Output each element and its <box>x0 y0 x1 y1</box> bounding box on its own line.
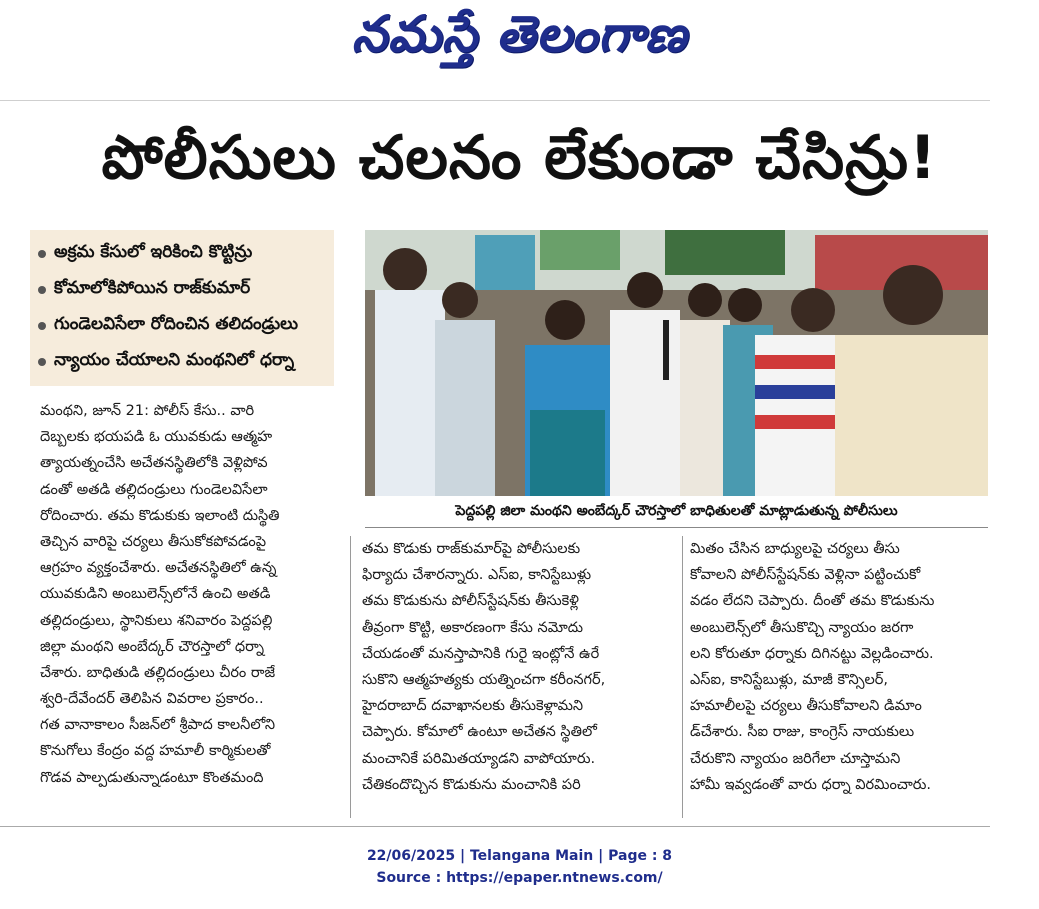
text-line: చేయడంతో మనస్తాపానికి గురై ఇంట్లోనే ఉరే <box>362 645 600 662</box>
bullet-icon <box>38 286 46 294</box>
text-line: మంథని, జూన్ 21: పోలీస్ కేసు.. వారి <box>40 403 255 419</box>
text-line: రోదించారు. తమ కొడుకుకు ఇలాంటి దుస్థితి <box>40 507 280 524</box>
text-line: దెబ్బలకు భయపడి ఓ యువకుడు ఆత్మహ <box>40 429 273 446</box>
highlight-item: గుండెలవిసేలా రోదించిన తలిదండ్రులు <box>38 308 326 344</box>
text-line: మంచానికే పరిమితయ్యాడని వాపోయారు. <box>362 750 596 767</box>
text-line: డంతో అతడి తల్లిదండ్రులు గుండెలవిసేలా <box>40 481 268 498</box>
column-divider <box>350 536 351 818</box>
text-line: చేరుకొని న్యాయం జరిగేలా చూస్తామని <box>690 750 901 767</box>
text-line: శ్వరి-దేవేందర్ తెలిపిన వివరాల ప్రకారం.. <box>40 691 264 708</box>
text-line: కోవాలని పోలీస్‌స్టేషన్‌కు వెళ్లినా పట్టించుకో <box>690 567 921 584</box>
column-divider <box>682 536 683 818</box>
text-line: హమాలీలపై చర్యలు తీసుకోవాలని డిమాం <box>690 698 922 715</box>
photo-caption: పెద్దపల్లి జిలా మంథని అంబేద్కర్ చౌరస్తాలో బాధితులతో మాట్లాడుతున్న పోలీసులు <box>365 498 988 528</box>
protest-scene-image <box>365 230 988 496</box>
text-line: తమ కొడుకు రాజ్‌కుమార్‌పై పోలీసులకు <box>362 541 581 557</box>
bullet-icon <box>38 358 46 366</box>
masthead <box>0 0 1039 80</box>
highlight-item: న్యాయం చేయాలని మంథనిలో ధర్నా <box>38 344 326 380</box>
bullet-icon <box>38 250 46 258</box>
text-line: తమ కొడుకును పోలీస్‌స్టేషన్‌కు తీసుకెళ్లి <box>362 593 579 610</box>
text-line: ఆగ్రహం వ్యక్తంచేశారు. అచేతనస్థితిలో ఉన్న <box>40 560 277 577</box>
bottom-divider <box>0 826 990 827</box>
news-photo <box>365 230 988 496</box>
text-line: తీవ్రంగా కొట్టి, అకారణంగా కేసు నమోదు <box>362 619 583 636</box>
text-line: మితం చేసిన బాధ్యులపై చర్యలు తీసు <box>690 541 900 557</box>
text-line: తల్లిదండ్రులు, స్థానికులు శనివారం పెద్దపల్లి <box>40 612 273 629</box>
text-line: చేతికందొచ్చిన కొడుకును మంచానికి పరి <box>362 776 581 793</box>
text-line: చెప్పారు. కోమాలో ఉంటూ అచేతన స్థితిలో <box>362 724 597 741</box>
text-line: వడం లేదని చెప్పారు. దీంతో తమ కొడుకును <box>690 593 935 610</box>
highlight-item: కోమాలోకిపోయిన రాజ్‌కుమార్ <box>38 272 326 308</box>
article-column-1 <box>40 398 337 791</box>
text-line: చేశారు. బాధితుడి తల్లిదండ్రులు చీరం రాజే <box>40 664 276 681</box>
edition-info: 22/06/2025 | Telangana Main | Page : 8 <box>366 848 673 864</box>
text-line: డ్‌చేశారు. సీఐ రాజు, కాంగ్రెస్ నాయకులు <box>690 724 915 741</box>
top-divider <box>0 100 990 101</box>
text-line: ఫిర్యాదు చేశారన్నారు. ఎస్ఐ, కానిస్టేబుళ్లు <box>362 567 592 584</box>
text-line: జిల్లా మంథని అంబేద్కర్ చౌరస్తాలో ధర్నా <box>40 638 264 655</box>
text-line: హైదరాబాద్ దవాఖానలకు తీసుకెళ్లామని <box>362 698 584 715</box>
newspaper-logo: నమస్తే తెలంగాణ <box>351 4 688 63</box>
text-line: ఎస్ఐ, కానిస్టేబుళ్లు, మాజీ కౌన్సిలర్, <box>690 671 888 688</box>
article-column-3 <box>690 536 988 798</box>
text-line: త్యాయత్నంచేసి అచేతనస్థితిలోకి వెళ్లిపోవ <box>40 455 268 472</box>
text-line: గొడవ పాల్పడుతున్నాడంటూ కొంతమంది <box>40 769 264 786</box>
article-headline: పోలీసులు చలనం లేకుండా చేసిన్రు! <box>101 123 938 193</box>
text-line: కొనుగోలు కేంద్రం వద్ద హమాలీ కార్మికులతో <box>40 743 271 760</box>
source-link[interactable]: Source : https://epaper.ntnews.com/ <box>376 870 663 886</box>
highlight-item: అక్రమ కేసులో ఇరికించి కొట్టిన్రు <box>38 236 326 272</box>
bullet-icon <box>38 322 46 330</box>
text-line: సుకొని ఆత్మహత్యకు యత్నించగా కరీంనగర్, <box>362 671 606 688</box>
text-line: హామీ ఇవ్వడంతో వారు ధర్నా విరమించారు. <box>690 776 932 793</box>
highlights-box <box>30 230 334 386</box>
text-line: అంబులెన్స్‌లో తీసుకొచ్చి న్యాయం జరగా <box>690 619 914 636</box>
text-line: తెచ్చిన వారిపై చర్యలు తీసుకోకపోవడంపై <box>40 533 267 550</box>
text-line: గత వానాకాలం సీజన్‌లో శ్రీపాద కాలనీలోని <box>40 717 276 734</box>
article-column-2 <box>362 536 676 798</box>
text-line: లని కోరుతూ ధర్నాకు దిగినట్టు వెల్లడించారు. <box>690 645 934 662</box>
text-line: యువకుడిని అంబులెన్స్‌లోనే ఉంచి అతడి <box>40 586 271 603</box>
